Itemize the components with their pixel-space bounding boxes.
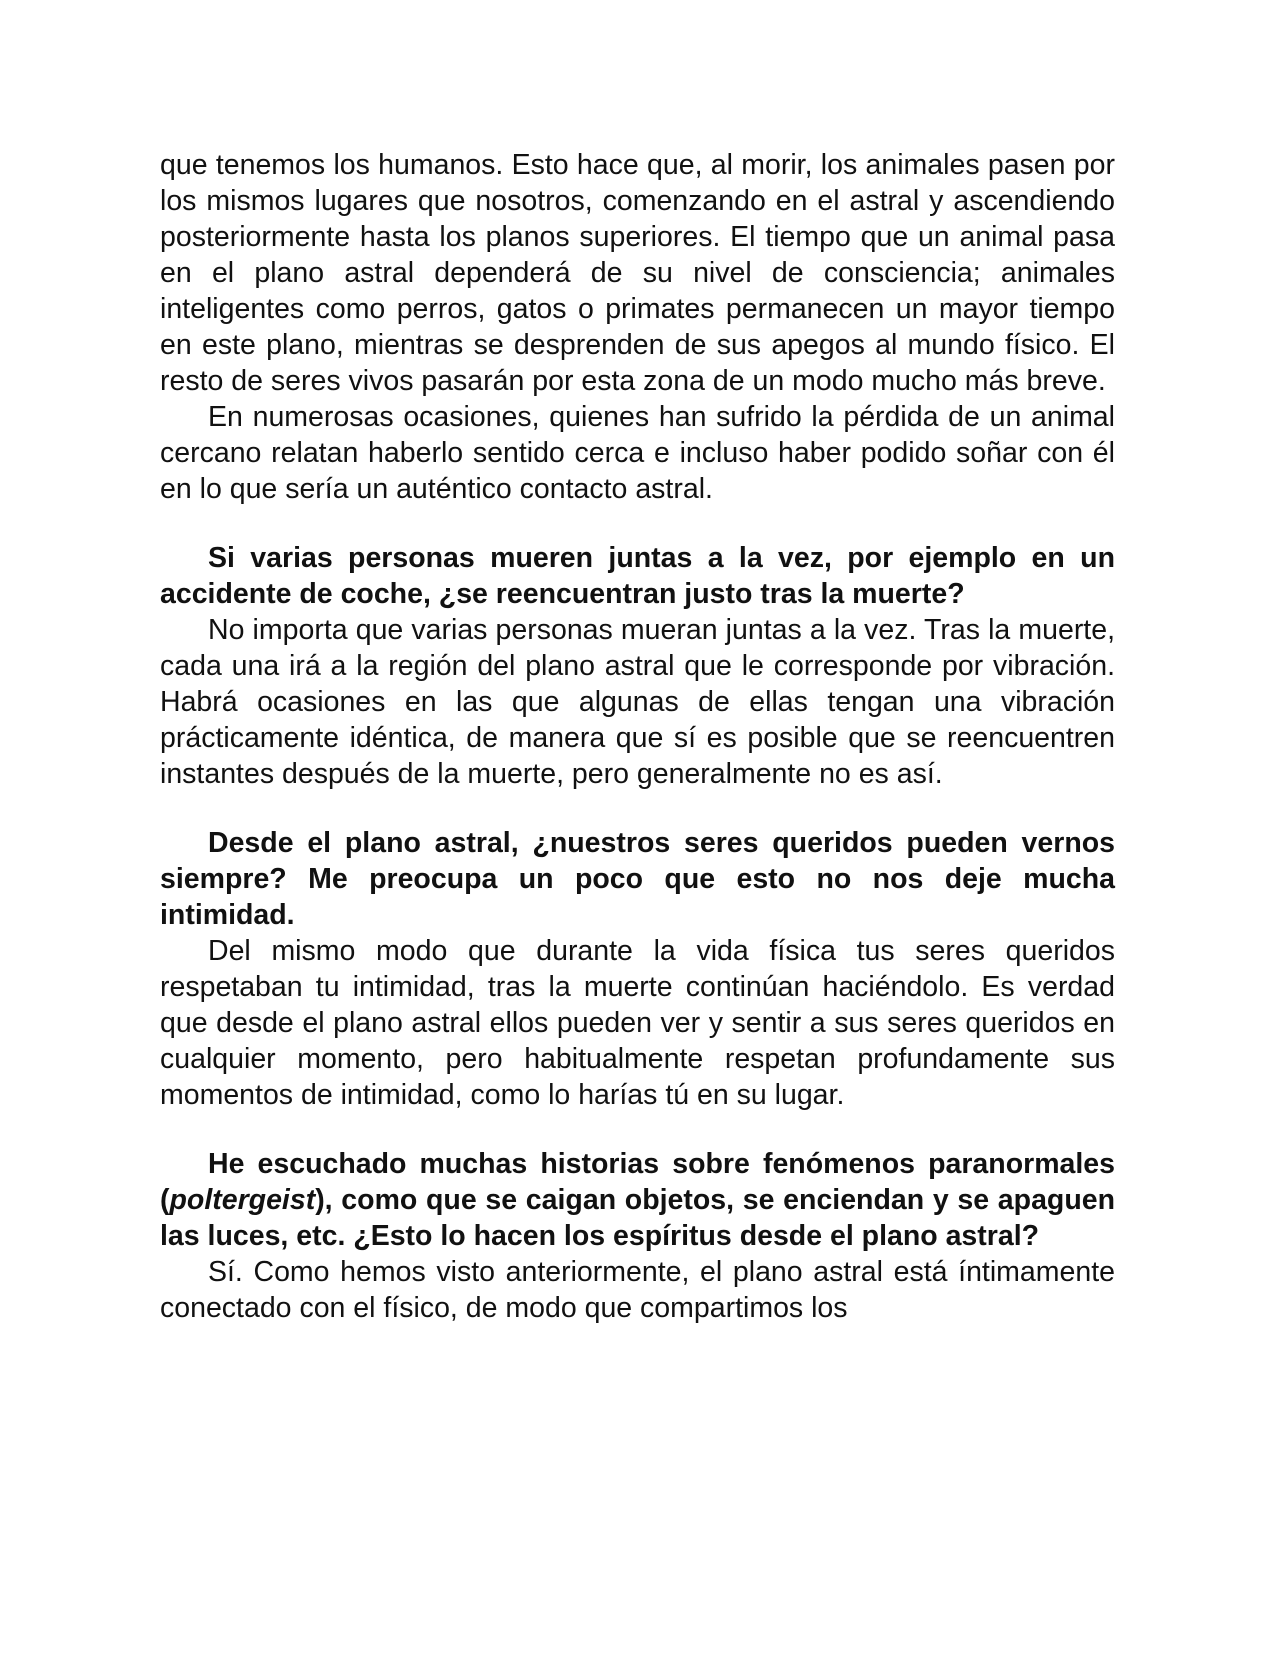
question-text-part: ), como que se caigan objetos, se enciendan y se apaguen las luces, etc. ¿Esto lo hacen los espíritus desde el plano astral? [160,1184,1115,1252]
answer-paragraph-poltergeist: Sí. Como hemos visto anteriormente, el plano astral está íntimamente conectado con el físico, de modo que compartimos los [160,1256,1115,1324]
question-text-part: He escuchado muchas historias sobre fenómenos paranormales ( [160,1148,1115,1216]
question-heading-privacy: Desde el plano astral, ¿nuestros seres queridos pueden vernos siempre? Me preocupa un poco que esto no nos deje mucha intimidad. [160,827,1115,931]
question-italic-term: poltergeist [169,1184,316,1216]
section-spacer [160,792,1115,825]
answer-paragraph-privacy: Del mismo modo que durante la vida física tus seres queridos respetaban tu intimidad, tras la muerte continúan haciéndolo. Es verdad que desde el plano astral ellos pueden ver y sentir a sus seres queridos en cualquier momento, pero habitualmente respetan profundamente sus momentos de intimidad, como lo harías tú en su lugar. [160,935,1115,1111]
section-spacer [160,507,1115,540]
document-page [160,147,1115,1326]
paragraph-animals-astral: que tenemos los humanos. Esto hace que, al morir, los animales pasen por los mismos lugares que nosotros, comenzando en el astral y ascendiendo posteriormente hasta los planos superiores. El tiempo que un animal pasa en el plano astral dependerá de su nivel de consciencia; animales inteligentes como perros, gatos o primates permanecen un mayor tiempo en este plano, mientras se desprenden de sus apegos al mundo físico. El resto de seres vivos pasarán por esta zona de un modo mucho más breve. [160,149,1115,397]
answer-paragraph-accident: No importa que varias personas mueran juntas a la vez. Tras la muerte, cada una irá a la región del plano astral que le corresponde por vibración. Habrá ocasiones en las que algunas de ellas tengan una vibración prácticamente idéntica, de manera que sí es posible que se reencuentren instantes después de la muerte, pero generalmente no es así. [160,614,1115,790]
section-spacer [160,1113,1115,1146]
question-heading-poltergeist [160,1146,1115,1254]
question-heading-accident: Si varias personas mueren juntas a la vez, por ejemplo en un accidente de coche, ¿se reencuentran justo tras la muerte? [160,542,1115,610]
paragraph-animal-contact: En numerosas ocasiones, quienes han sufrido la pérdida de un animal cercano relatan haberlo sentido cerca e incluso haber podido soñar con él en lo que sería un auténtico contacto astral. [160,401,1115,505]
